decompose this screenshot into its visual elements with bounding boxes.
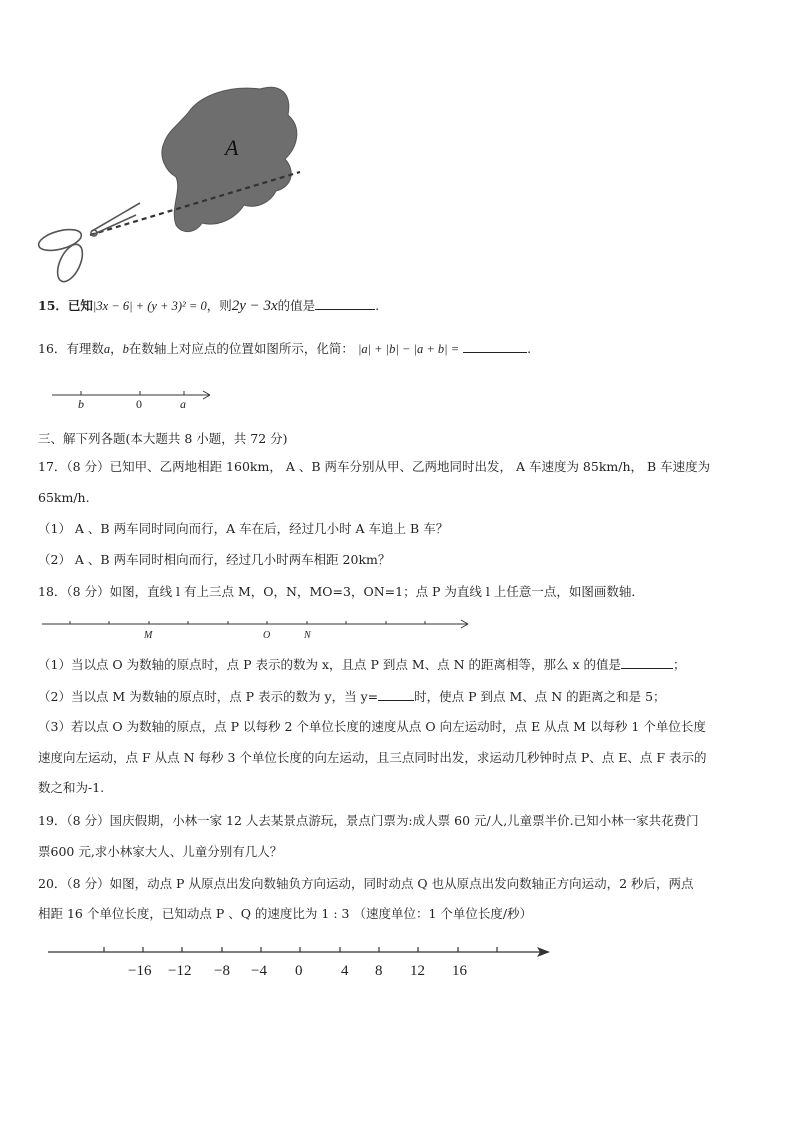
q20-line1: 20．（8 分）如图，动点 P 从原点出发向数轴负方向运动，同时动点 Q 也从原点出发向数轴正方向运动，2 秒后，两点 (38, 876, 694, 891)
q19-line1: 19．（8 分）国庆假期，小林一家 12 人去某景点游玩，景点门票为:成人票 60 元/人,儿童票半价.已知小林一家共花费门 (38, 813, 699, 828)
number-line-16 (48, 385, 220, 413)
axis20-label-16: 16 (452, 963, 467, 979)
q15-end: . (375, 298, 380, 313)
q18-part2 (38, 688, 666, 705)
axis20-label-neg16: −16 (128, 963, 152, 979)
leaf-scissors-figure (30, 75, 320, 285)
q18-part1-end: ； (673, 657, 686, 672)
q16-expression: |a| + |b| − |a + b| = (357, 342, 460, 356)
axis16-label-0: 0 (136, 397, 142, 411)
question-16 (38, 340, 531, 357)
q15-number: 15．已知 (38, 298, 93, 313)
q15-mid: ，则 (206, 298, 232, 313)
axis16-label-a: a (180, 397, 186, 411)
region-label: A (225, 135, 239, 160)
q17-line1: 17．（8 分）已知甲、乙两地相距 160km， A 、B 两车分别从甲、乙两地同时出发， A 车速度为 85km/h， B 车速度为 (38, 459, 711, 474)
q20-line2: 相距 16 个单位长度，已知动点 P 、Q 的速度比为 1 : 3 （速度单位：1 个单位长度/秒） (38, 906, 533, 921)
axis20-label-4: 4 (341, 963, 349, 979)
question-15 (38, 297, 379, 314)
answer-blank (463, 340, 527, 353)
number-line-20 (44, 940, 556, 984)
q18-part1-text: （1）当以点 O 为数轴的原点时，点 P 表示的数为 x，且点 P 到点 M、点 N 的距离相等，那么 x 的值是 (38, 657, 622, 672)
axis20-label-8: 8 (375, 963, 383, 979)
q18-part2-text-b: 时，使点 P 到点 M、点 N 的距离之和是 5； (414, 689, 666, 704)
answer-blank (315, 297, 375, 310)
number-line-18 (40, 616, 472, 642)
axis18-label-o: O (263, 630, 271, 641)
axis20-label-neg12: −12 (168, 963, 192, 979)
axis18-label-n: N (304, 630, 311, 641)
axis20-label-neg8: −8 (214, 963, 230, 979)
q16-text: 在数轴上对应点的位置如图所示，化简： (128, 341, 354, 356)
scissors-icon (36, 203, 140, 285)
q16-comma: ， (110, 341, 123, 356)
q15-target: 2y − 3x (231, 298, 278, 314)
answer-blank (621, 656, 673, 669)
axis20-label-neg4: −4 (251, 963, 267, 979)
q19-line2: 票600 元,求小林家大人、儿童分别有几人？ (38, 844, 283, 859)
q18-part3-line2: 速度向左运动，点 F 从点 N 每秒 3 个单位长度的向左运动，且三点同时出发，求运动几秒钟时点 P、点 E、点 F 表示的 (38, 750, 707, 765)
axis16-label-b: b (78, 397, 84, 411)
axis18-label-m: M (144, 630, 153, 641)
q16-var-a: a (103, 342, 111, 356)
q18-part3-line3: 数之和为-1. (38, 780, 105, 795)
q16-lead: 16．有理数 (38, 341, 104, 356)
q18-part2-text-a: （2）当以点 M 为数轴的原点时，点 P 表示的数为 y，当 y= (38, 689, 379, 704)
q15-tail: 的值是 (277, 298, 316, 313)
axis20-label-12: 12 (410, 963, 425, 979)
q18-part3-line1: （3）若以点 O 为数轴的原点，点 P 以每秒 2 个单位长度的速度从点 O 向左运动时，点 E 从点 M 以每秒 1 个单位长度 (38, 719, 706, 734)
q16-end: . (527, 341, 532, 356)
q17-line2: 65km/h. (38, 490, 90, 505)
q17-part2: （2） A 、B 两车同时相向而行，经过几小时两车相距 20km？ (38, 552, 391, 567)
answer-blank (378, 688, 414, 701)
q18-intro: 18．（8 分）如图，直线 l 有上三点 M，O，N，MO=3，ON=1；点 P 为直线 l 上任意一点，如图画数轴． (38, 584, 644, 599)
q15-expression: |3x − 6| + (y + 3)² = 0 (92, 299, 207, 313)
axis20-label-0: 0 (295, 963, 303, 979)
q16-var-b: b (122, 342, 129, 356)
section-3-title: 三、解下列各题(本大题共 8 小题，共 72 分) (38, 431, 288, 446)
q17-part1: （1） A 、B 两车同时同向而行，A 车在后，经过几小时 A 车追上 B 车？ (38, 521, 449, 536)
q18-part1 (38, 656, 686, 673)
